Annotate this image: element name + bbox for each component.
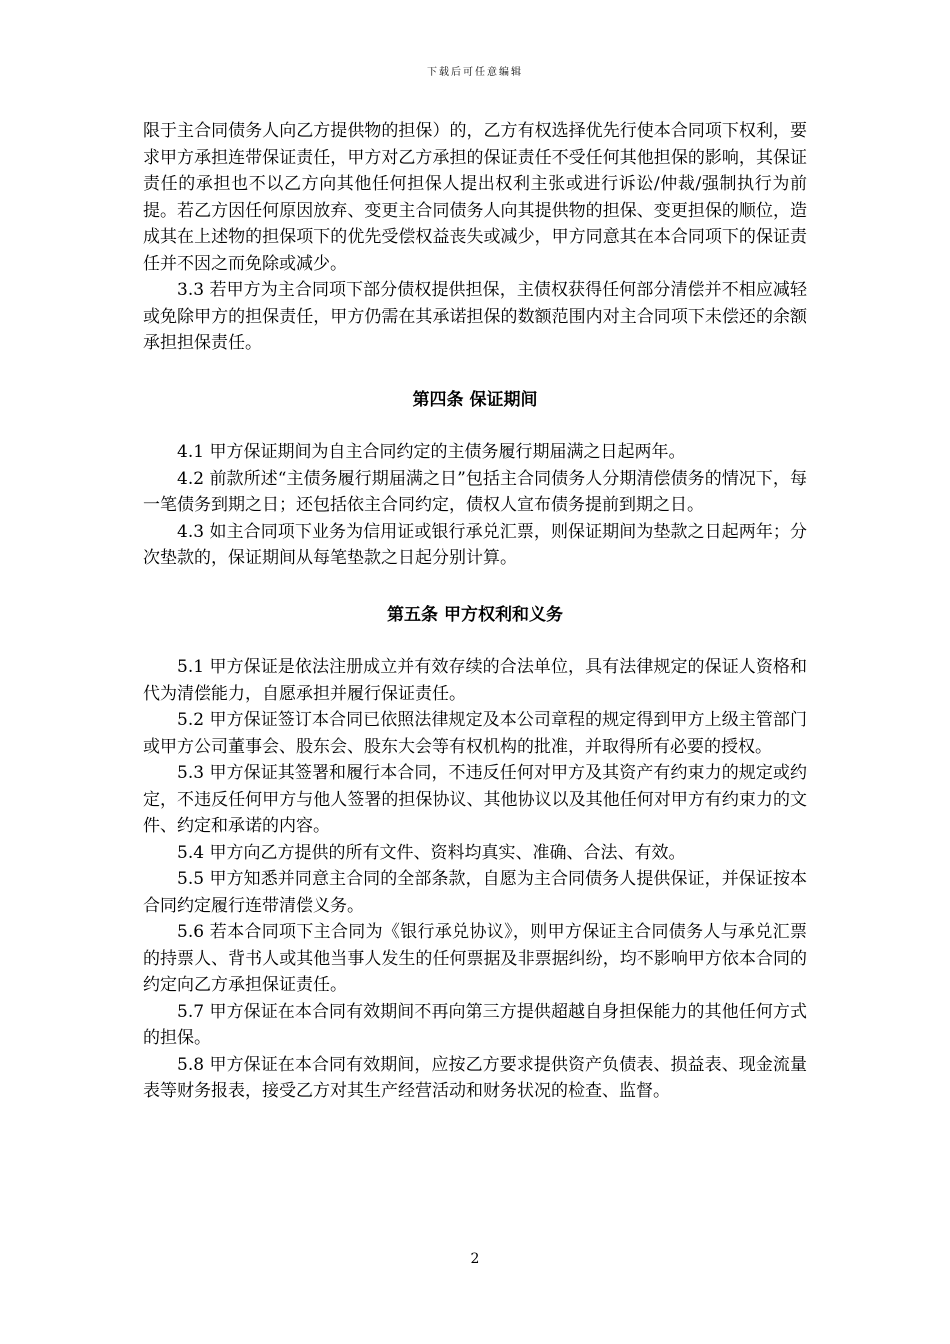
- clause-5-3: 5.3 甲方保证其签署和履行本合同，不违反任何对甲方及其资产有约束力的规定或约定，不违反任何甲方与他人签署的担保协议、其他协议以及其他任何对甲方有约束力的文件、约定和承诺的内容。: [143, 763, 807, 836]
- clause-5-6: 5.6 若本合同项下主合同为《银行承兑协议》，则甲方保证主合同债务人与承兑汇票的持票人、背书人或其他当事人发生的任何票据及非票据纠纷，均不影响甲方依本合同的约定向乙方承担保证责任。: [143, 922, 807, 995]
- clause-4-1: 4.1 甲方保证期间为自主合同约定的主债务履行期届满之日起两年。: [177, 442, 686, 462]
- page-number: 2: [470, 1251, 480, 1267]
- page-header: 下载后可任意编辑: [427, 67, 523, 78]
- clause-4-3: 4.3 如主合同项下业务为信用证或银行承兑汇票，则保证期间为垫款之日起两年；分次垫款的，保证期间从每笔垫款之日起分别计算。: [143, 521, 807, 568]
- clause-3-3: 3.3 若甲方为主合同项下部分债权提供担保，主债权获得任何部分清偿并不相应减轻或免除甲方的担保责任，甲方仍需在其承诺担保的数额范围内对主合同项下未偿还的余额承担担保责任。: [143, 280, 807, 353]
- article-5-heading: 第五条 甲方权利和义务: [387, 604, 563, 625]
- article-4-heading: 第四条 保证期间: [412, 389, 538, 410]
- clause-5-4: 5.4 甲方向乙方提供的所有文件、资料均真实、准确、合法、有效。: [177, 842, 686, 863]
- clause-5-8: 5.8 甲方保证在本合同有效期间，应按乙方要求提供资产负债表、损益表、现金流量表等财务报表，接受乙方对其生产经营活动和财务状况的检查、监督。: [143, 1054, 807, 1101]
- clause-5-5: 5.5 甲方知悉并同意主合同的全部条款，自愿为主合同债务人提供保证，并保证按本合同约定履行连带清偿义务。: [143, 869, 807, 916]
- paragraph-continuation: 限于主合同债务人向乙方提供物的担保）的，乙方有权选择优先行使本合同项下权利，要求甲方承担连带保证责任，甲方对乙方承担的保证责任不受任何其他担保的影响，其保证责任的承担也不以乙方向其他任何担保人提出权利主张或进行诉讼/仲裁/强制执行为前提。若乙方因任何原因放弃、变更主合同债务人向其提供物的担保、变更担保的顺位，造成其在上述物的担保项下的优先受偿权益丧失或减少，甲方同意其在本合同项下的保证责任并不因之而免除或减少。: [143, 121, 807, 274]
- document-body: [143, 118, 807, 1105]
- clause-4-2: 4.2 前款所述“主债务履行期届满之日”包括主合同债务人分期清偿债务的情况下，每一笔债务到期之日；还包括依主合同约定，债权人宣布债务提前到期之日。: [143, 468, 807, 515]
- clause-5-1: 5.1 甲方保证是依法注册成立并有效存续的合法单位，具有法律规定的保证人资格和代为清偿能力，自愿承担并履行保证责任。: [143, 657, 807, 704]
- clause-5-7: 5.7 甲方保证在本合同有效期间不再向第三方提供超越自身担保能力的其他任何方式的担保。: [143, 1001, 807, 1048]
- clause-5-2: 5.2 甲方保证签订本合同已依照法律规定及本公司章程的规定得到甲方上级主管部门或甲方公司董事会、股东会、股东大会等有权机构的批准，并取得所有必要的授权。: [143, 710, 807, 757]
